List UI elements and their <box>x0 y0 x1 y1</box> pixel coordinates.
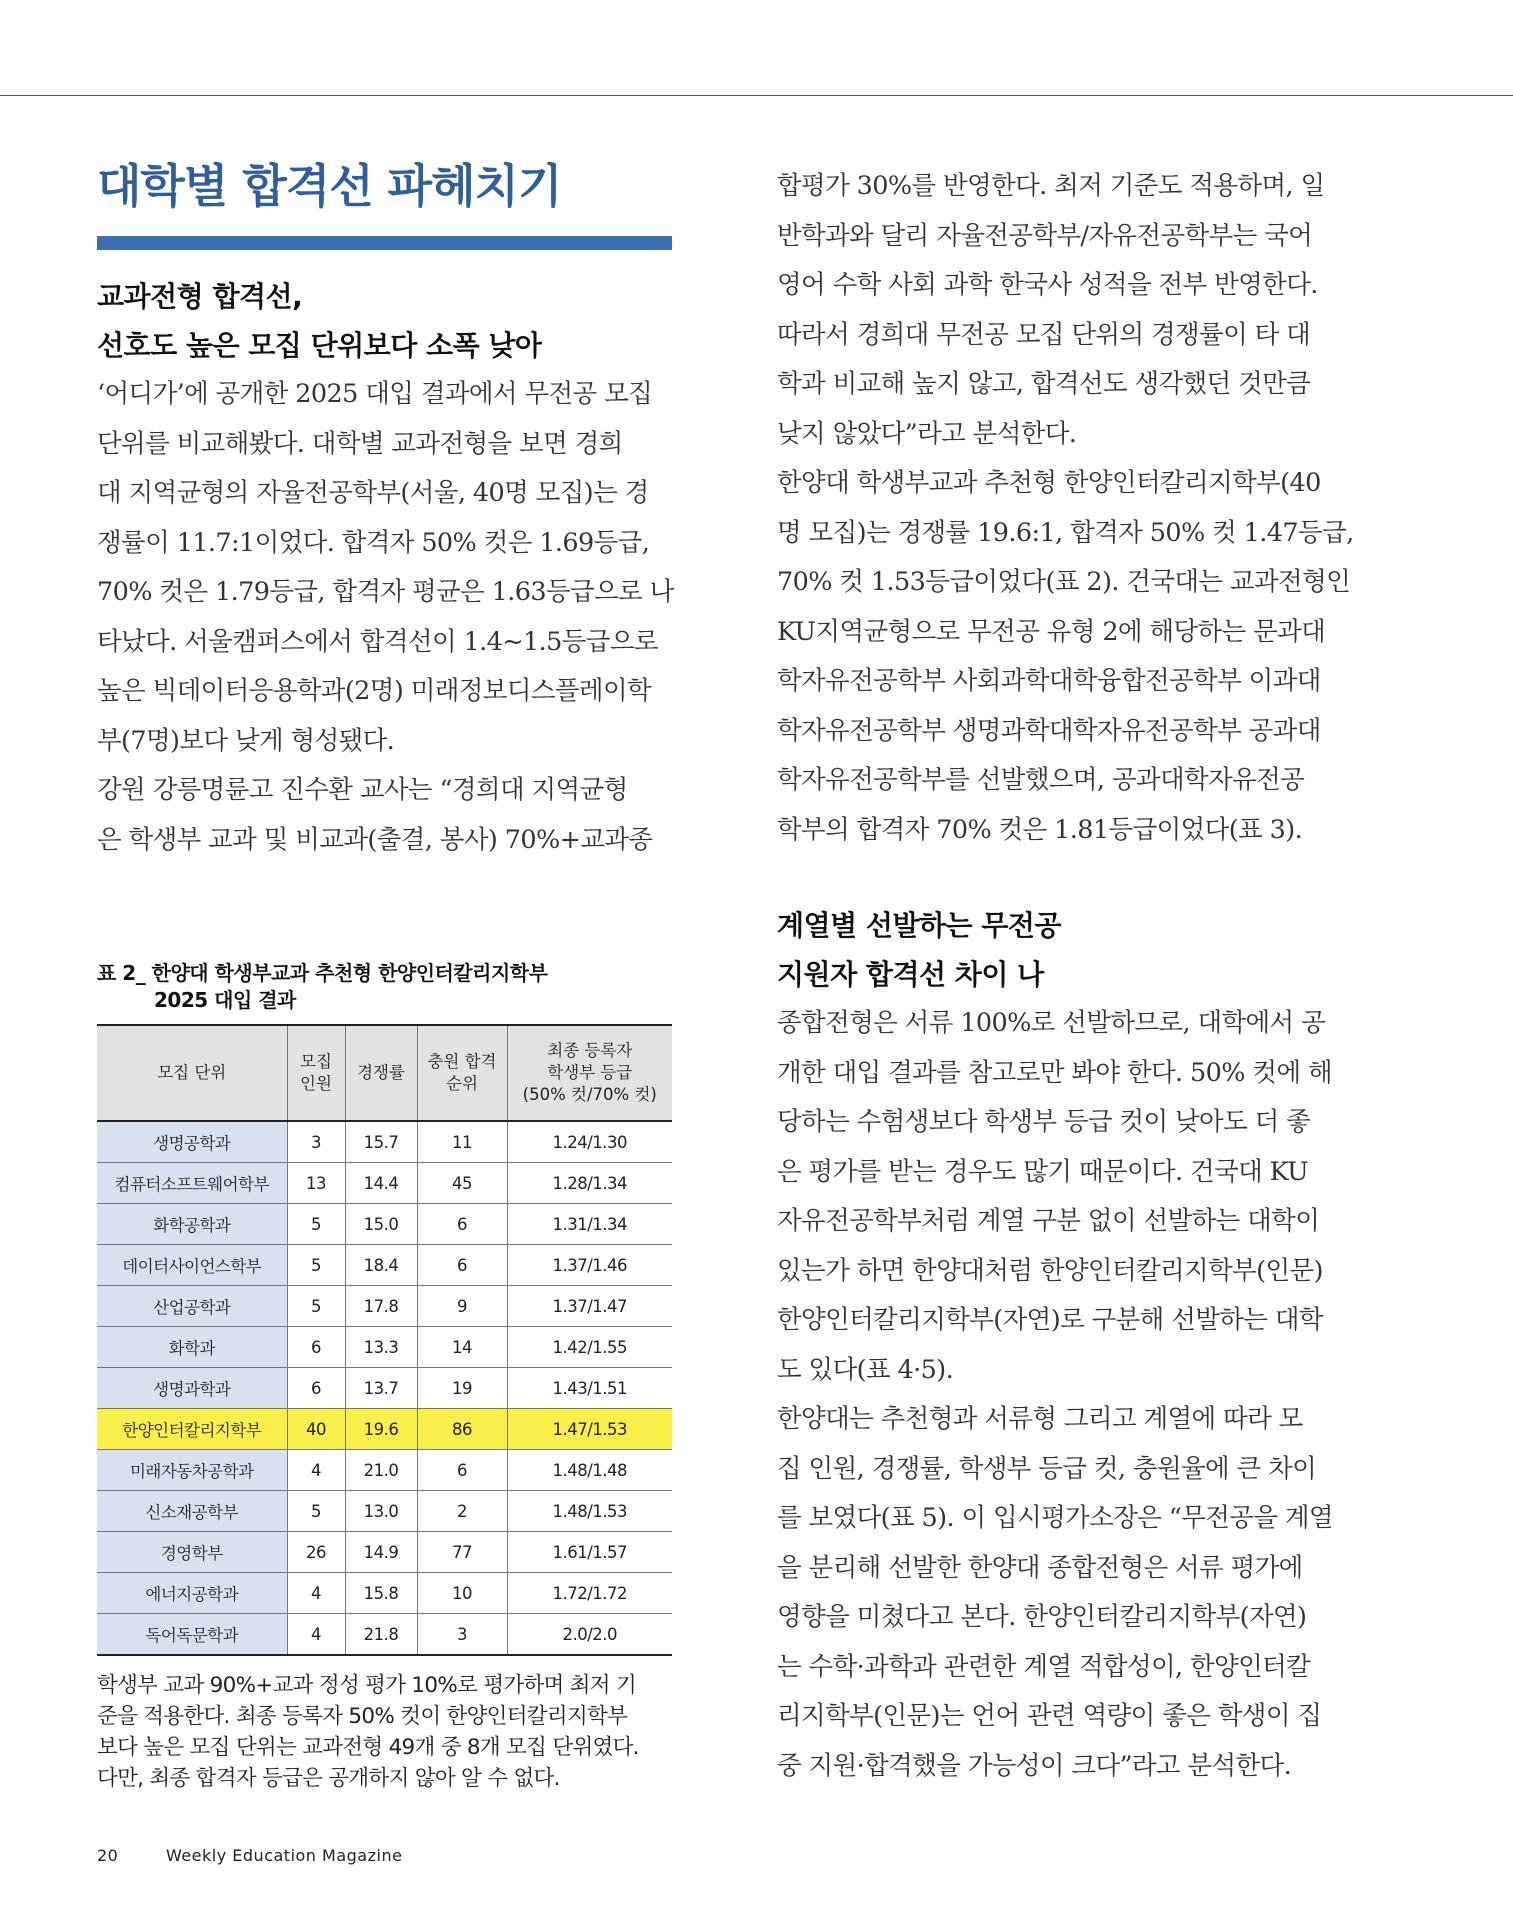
text-line: 학자유전공학부 생명과학대학자유전공학부 공과대 <box>777 715 1321 746</box>
text-line: 명 모집)는 경쟁률 19.6:1, 합격자 50% 컷 1.47등급, <box>777 517 1354 548</box>
table-row <box>97 1532 672 1573</box>
cell-unit: 데이터사이언스학부 <box>97 1245 287 1286</box>
header-unit: 모집 단위 <box>97 1025 287 1121</box>
text-line: 학부의 합격자 70% 컷은 1.81등급이었다(표 3). <box>777 814 1303 845</box>
text-line: 리지학부(인문)는 언어 관련 역량이 좋은 학생이 집 <box>777 1701 1322 1731</box>
table-row <box>97 1614 672 1656</box>
cell-unit: 독어독문학과 <box>97 1614 287 1656</box>
text-line: 단위를 비교해봤다. 대학별 교과전형을 보면 경희 <box>97 428 623 459</box>
table-row <box>97 1491 672 1532</box>
magazine-name: Weekly Education Magazine <box>165 1846 403 1865</box>
text-line: 학자유전공학부 사회과학대학융합전공학부 이과대 <box>777 666 1321 696</box>
cell-unit: 한양인터칼리지학부 <box>97 1409 287 1450</box>
text-line: 은 평가를 받는 경우도 많기 때문이다. 건국대 KU <box>777 1156 1309 1187</box>
text-line: 반학과와 달리 자율전공학부/자유전공학부는 국어 <box>777 220 1313 251</box>
text-line: 종합전형은 서류 100%로 선발하므로, 대학에서 공 <box>777 1008 1326 1038</box>
cell-grade: 1.37/1.47 <box>507 1286 672 1327</box>
text-line: 은 학생부 교과 및 비교과(출결, 봉사) 70%+교과종 <box>97 824 653 855</box>
cell-rank: 2 <box>417 1491 507 1532</box>
right-column <box>777 162 1352 1791</box>
cell-rate: 13.0 <box>345 1491 417 1532</box>
table-row <box>97 1245 672 1286</box>
cell-unit: 경영학부 <box>97 1532 287 1573</box>
page-headline: 대학별 합격선 파헤치기 <box>97 159 562 213</box>
cell-quota: 26 <box>287 1532 345 1573</box>
cell-unit: 에너지공학과 <box>97 1573 287 1614</box>
cell-rate: 18.4 <box>345 1245 417 1286</box>
cell-rank: 10 <box>417 1573 507 1614</box>
text-line: 합평가 30%를 반영한다. 최저 기준도 적용하며, 일 <box>777 171 1325 201</box>
left-paragraph <box>97 370 672 865</box>
left-subhead <box>97 272 672 370</box>
headline-bar <box>97 236 672 250</box>
cell-rank: 3 <box>417 1614 507 1656</box>
cell-grade: 1.48/1.48 <box>507 1450 672 1491</box>
table-header-row <box>97 1025 672 1121</box>
cell-rate: 14.9 <box>345 1532 417 1573</box>
cell-rate: 13.3 <box>345 1327 417 1368</box>
cell-rank: 6 <box>417 1204 507 1245</box>
right-subhead-line: 계열별 선발하는 무전공 <box>777 909 1061 942</box>
cell-rank: 11 <box>417 1121 507 1163</box>
right-subhead <box>777 901 1352 999</box>
note-line: 학생부 교과 90%+교과 정성 평가 10%로 평가하며 최저 기 <box>97 1673 637 1698</box>
table-row <box>97 1368 672 1409</box>
cell-quota: 5 <box>287 1286 345 1327</box>
cell-quota: 6 <box>287 1368 345 1409</box>
cell-quota: 4 <box>287 1450 345 1491</box>
cell-quota: 5 <box>287 1245 345 1286</box>
right-paragraph-2 <box>777 999 1352 1791</box>
text-line: 한양대는 추천형과 서류형 그리고 계열에 따라 모 <box>777 1404 1303 1434</box>
text-line: 당하는 수험생보다 학생부 등급 컷이 낮아도 더 좋 <box>777 1107 1311 1137</box>
cell-quota: 13 <box>287 1163 345 1204</box>
text-line: 자유전공학부처럼 계열 구분 없이 선발하는 대학이 <box>777 1206 1320 1236</box>
table-row-highlighted <box>97 1409 672 1450</box>
text-line: 집 인원, 경쟁률, 학생부 등급 컷, 충원율에 큰 차이 <box>777 1453 1317 1484</box>
table-row <box>97 1450 672 1491</box>
cell-rank: 9 <box>417 1286 507 1327</box>
text-line: 는 수학·과학과 관련한 계열 적합성이, 한양인터칼 <box>777 1651 1311 1682</box>
cell-grade: 1.42/1.55 <box>507 1327 672 1368</box>
text-line: 영어 수학 사회 과학 한국사 성적을 전부 반영한다. <box>777 270 1318 300</box>
table-row <box>97 1286 672 1327</box>
text-line: 강원 강릉명륜고 진수환 교사는 “경희대 지역균형 <box>97 775 628 805</box>
cell-quota: 40 <box>287 1409 345 1450</box>
cell-grade: 1.24/1.30 <box>507 1121 672 1163</box>
cell-grade: 1.31/1.34 <box>507 1204 672 1245</box>
header-quota: 모집 인원 <box>287 1025 345 1121</box>
cell-rank: 14 <box>417 1327 507 1368</box>
text-line: 중 지원·합격했을 가능성이 크다”라고 분석한다. <box>777 1750 1292 1781</box>
left-subhead-line: 교과전형 합격선, <box>97 280 303 313</box>
right-subhead-line: 지원자 합격선 차이 나 <box>777 958 1044 991</box>
table-row <box>97 1573 672 1614</box>
cell-rank: 77 <box>417 1532 507 1573</box>
left-subhead-line: 선호도 높은 모집 단위보다 소폭 낮아 <box>97 329 542 362</box>
text-line: 한양인터칼리지학부(자연)로 구분해 선발하는 대학 <box>777 1305 1323 1335</box>
text-line: 높은 빅데이터응용학과(2명) 미래정보디스플레이학 <box>97 676 652 706</box>
text-line: 도 있다(표 4·5). <box>777 1354 954 1385</box>
text-line: 따라서 경희대 무전공 모집 단위의 경쟁률이 타 대 <box>777 319 1311 350</box>
cell-rate: 15.7 <box>345 1121 417 1163</box>
cell-quota: 5 <box>287 1204 345 1245</box>
note-line: 다만, 최종 합격자 등급은 공개하지 않아 알 수 없다. <box>97 1766 560 1791</box>
cell-rate: 21.0 <box>345 1450 417 1491</box>
table-row <box>97 1327 672 1368</box>
cell-rank: 6 <box>417 1450 507 1491</box>
cell-quota: 4 <box>287 1614 345 1656</box>
text-line: 쟁률이 11.7:1이었다. 합격자 50% 컷은 1.69등급, <box>97 527 650 558</box>
text-line: 있는가 하면 한양대처럼 한양인터칼리지학부(인문) <box>777 1255 1323 1286</box>
left-column <box>97 150 672 865</box>
cell-grade: 1.28/1.34 <box>507 1163 672 1204</box>
cell-unit: 컴퓨터소프트웨어학부 <box>97 1163 287 1204</box>
note-line: 준을 적용한다. 최종 등록자 50% 컷이 한양인터칼리지학부 <box>97 1704 628 1729</box>
cell-quota: 4 <box>287 1573 345 1614</box>
text-line: 학과 비교해 높지 않고, 합격선도 생각했던 것만큼 <box>777 369 1311 399</box>
text-line: 개한 대입 결과를 참고로만 봐야 한다. 50% 컷에 해 <box>777 1057 1333 1088</box>
cell-grade: 1.72/1.72 <box>507 1573 672 1614</box>
text-line: 70% 컷은 1.79등급, 합격자 평균은 1.63등급으로 나 <box>97 577 674 607</box>
cell-grade: 1.43/1.51 <box>507 1368 672 1409</box>
results-table <box>97 1024 672 1656</box>
cell-quota: 3 <box>287 1121 345 1163</box>
header-grade: 최종 등록자 학생부 등급 (50% 컷/70% 컷) <box>507 1025 672 1121</box>
table-caption-line: 표 2_ 한양대 학생부교과 추천형 한양인터칼리지학부 <box>97 961 548 985</box>
header-rank: 충원 합격 순위 <box>417 1025 507 1121</box>
cell-unit: 신소재공학부 <box>97 1491 287 1532</box>
text-line: KU지역균형으로 무전공 유형 2에 해당하는 문과대 <box>777 616 1326 647</box>
cell-unit: 화학공학과 <box>97 1204 287 1245</box>
table-row <box>97 1204 672 1245</box>
cell-rate: 15.0 <box>345 1204 417 1245</box>
cell-unit: 생명공학과 <box>97 1121 287 1163</box>
cell-rank: 6 <box>417 1245 507 1286</box>
cell-rate: 17.8 <box>345 1286 417 1327</box>
cell-grade: 1.37/1.46 <box>507 1245 672 1286</box>
page-footer <box>97 1846 402 1865</box>
cell-rate: 21.8 <box>345 1614 417 1656</box>
cell-unit: 미래자동차공학과 <box>97 1450 287 1491</box>
cell-unit: 생명과학과 <box>97 1368 287 1409</box>
cell-rate: 15.8 <box>345 1573 417 1614</box>
cell-rank: 86 <box>417 1409 507 1450</box>
header-rate: 경쟁률 <box>345 1025 417 1121</box>
cell-grade: 2.0/2.0 <box>507 1614 672 1656</box>
text-line: 영향을 미쳤다고 본다. 한양인터칼리지학부(자연) <box>777 1602 1307 1632</box>
table-caption-line: 2025 대입 결과 <box>154 988 296 1012</box>
text-line: ‘어디가’에 공개한 2025 대입 결과에서 무전공 모집 <box>97 379 653 409</box>
right-paragraph-1 <box>777 162 1352 855</box>
text-line: 학자유전공학부를 선발했으며, 공과대학자유전공 <box>777 765 1305 795</box>
text-line: 타났다. 서울캠퍼스에서 합격선이 1.4~1.5등급으로 <box>97 626 658 657</box>
note-line: 보다 높은 모집 단위는 교과전형 49개 중 8개 모집 단위였다. <box>97 1735 639 1760</box>
cell-unit: 화학과 <box>97 1327 287 1368</box>
text-line: 대 지역균형의 자율전공학부(서울, 40명 모집)는 경 <box>97 478 649 508</box>
table-caption <box>97 960 672 1014</box>
cell-grade: 1.61/1.57 <box>507 1532 672 1573</box>
cell-rate: 14.4 <box>345 1163 417 1204</box>
table-note <box>97 1670 672 1794</box>
cell-rank: 19 <box>417 1368 507 1409</box>
cell-grade: 1.47/1.53 <box>507 1409 672 1450</box>
text-line: 부(7명)보다 낮게 형성됐다. <box>97 725 395 756</box>
text-line: 낮지 않았다”라고 분석한다. <box>777 418 1077 449</box>
cell-grade: 1.48/1.53 <box>507 1491 672 1532</box>
table-2 <box>97 960 672 1794</box>
table-row <box>97 1163 672 1204</box>
cell-rate: 13.7 <box>345 1368 417 1409</box>
text-line: 를 보였다(표 5). 이 입시평가소장은 “무전공을 계열 <box>777 1503 1333 1533</box>
top-rule <box>0 95 1513 96</box>
cell-quota: 6 <box>287 1327 345 1368</box>
text-line: 을 분리해 선발한 한양대 종합전형은 서류 평가에 <box>777 1552 1303 1583</box>
table-row <box>97 1121 672 1163</box>
cell-unit: 산업공학과 <box>97 1286 287 1327</box>
cell-rate: 19.6 <box>345 1409 417 1450</box>
text-line: 70% 컷 1.53등급이었다(표 2). 건국대는 교과전형인 <box>777 567 1351 597</box>
cell-rank: 45 <box>417 1163 507 1204</box>
page-number: 20 <box>97 1846 119 1865</box>
text-line: 한양대 학생부교과 추천형 한양인터칼리지학부(40 <box>777 468 1321 498</box>
cell-quota: 5 <box>287 1491 345 1532</box>
